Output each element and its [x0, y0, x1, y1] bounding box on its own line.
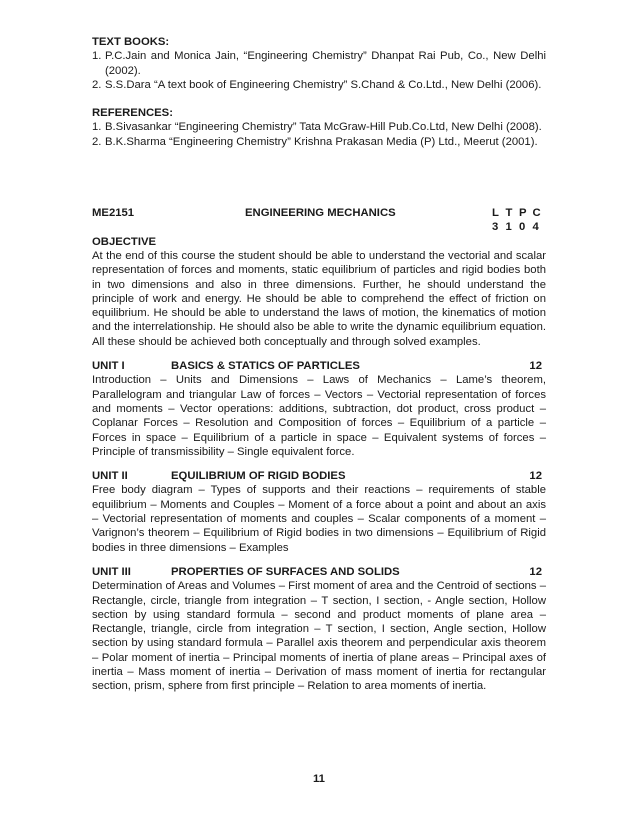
objective-text: At the end of this course the student should be able to understand the vectorial and scalar representation of forces and moments, static equilibrium of particles and rigid bodies both in two dimensions and also in three dimensions. Further, he should understand the principle of work and energy. He should be able to comprehend the effect of friction on equilibrium. He should be able to understand the laws of motion, the kinematics of motion and the interrelationship. He should also be able to write the dynamic equilibrium equation. All these should be achieved both conceptually and through solved examples.	[92, 249, 546, 348]
reference-item-number: 1.	[92, 121, 102, 134]
unit-hours: 12	[529, 360, 542, 373]
document-page	[92, 35, 546, 694]
ltpc-value: 3	[492, 221, 499, 234]
reference-item-text: B.K.Sharma “Engineering Chemistry” Krishna Prakasan Media (P) Ltd., Meerut (2001).	[105, 135, 538, 148]
ltpc-values	[92, 220, 546, 234]
references-heading: REFERENCES:	[92, 107, 173, 120]
ltpc-label: C	[532, 207, 541, 220]
textbook-item-text: P.C.Jain and Monica Jain, “Engineering Chemistry” Dhanpat Rai Pub, Co., New Delhi (2002).	[105, 50, 546, 77]
course-title: ENGINEERING MECHANICS	[245, 207, 396, 220]
unit-heading	[92, 359, 546, 373]
unit-content: Introduction – Units and Dimensions – Laws of Mechanics – Lame’s theorem, Parallelogram and triangular Law of forces – Vectors – Vectorial representation of forces and moments – Vector operations: additions, subtraction, dot product, cross product – Coplanar Forces – Resolution and Composition of forces – Equilibrium of a particle – Forces in space – Equilibrium of a particle in space – Equivalent systems of forces – Principle of transmissibility – Single equivalent force.	[92, 374, 546, 458]
unit-heading	[92, 565, 546, 579]
unit-content: Determination of Areas and Volumes – First moment of area and the Centroid of sections – Rectangle, circle, triangle from integration – T section, I section, - Angle section, Hollow section by using standard formula – second and product moments of plane area – Rectangle, triangle, circle from integration – T section, I section, Angle section, Hollow section by using standard formula – Parallel axis theorem and perpendicular axis theorem – Polar moment of inertia – Principal moments of inertia of plane areas – Principal axes of inertia – Mass moment of inertia – Derivation of mass moment of inertia for rectangular section, prism, sphere from first principle – Relation to area moments of inertia.	[92, 580, 546, 693]
unit-title: BASICS & STATICS OF PARTICLES	[171, 360, 360, 373]
ltpc-value: 4	[532, 221, 539, 234]
textbooks-heading: TEXT BOOKS:	[92, 36, 170, 48]
unit-hours: 12	[529, 565, 542, 578]
ltpc-label: L	[492, 207, 499, 220]
reference-item-number: 2.	[92, 135, 102, 148]
unit-heading	[92, 469, 546, 483]
textbook-item-number: 1.	[92, 50, 102, 63]
ltpc-labels	[492, 206, 546, 220]
unit-hours: 12	[529, 470, 542, 483]
unit-number: UNIT III	[92, 565, 131, 578]
page-number: 11	[313, 773, 325, 785]
ltpc-label: T	[505, 207, 513, 220]
ltpc-value: 1	[505, 221, 512, 234]
reference-item-text: B.Sivasankar “Engineering Chemistry” Tata McGraw-Hill Pub.Co.Ltd, New Delhi (2008).	[105, 121, 542, 134]
unit-title: EQUILIBRIUM OF RIGID BODIES	[171, 470, 346, 483]
ltpc-label: P	[519, 207, 527, 220]
reference-item	[92, 135, 546, 149]
course-code: ME2151	[92, 207, 135, 220]
textbook-item-text: S.S.Dara “A text book of Engineering Chemistry” S.Chand & Co.Ltd., New Delhi (2006).	[105, 78, 542, 91]
course-header	[92, 206, 546, 220]
unit-number: UNIT I	[92, 360, 125, 373]
textbook-item-number: 2.	[92, 78, 102, 91]
ltpc-value: 0	[519, 221, 526, 234]
objective-heading: OBJECTIVE	[92, 235, 157, 248]
reference-item	[92, 120, 546, 134]
unit-number: UNIT II	[92, 470, 128, 483]
unit-title: PROPERTIES OF SURFACES AND SOLIDS	[171, 565, 400, 578]
unit-content: Free body diagram – Types of supports and their reactions – requirements of stable equilibrium – Moments and Couples – Moment of a force about a point and about an axis – Vectorial representation of moments and couples – Scalar components of a moment – Varignon’s theorem – Equilibrium of Rigid bodies in two dimensions – Equilibrium of Rigid bodies in three dimensions – Examples	[92, 484, 546, 554]
textbook-item	[92, 49, 546, 78]
textbook-item	[92, 78, 546, 92]
